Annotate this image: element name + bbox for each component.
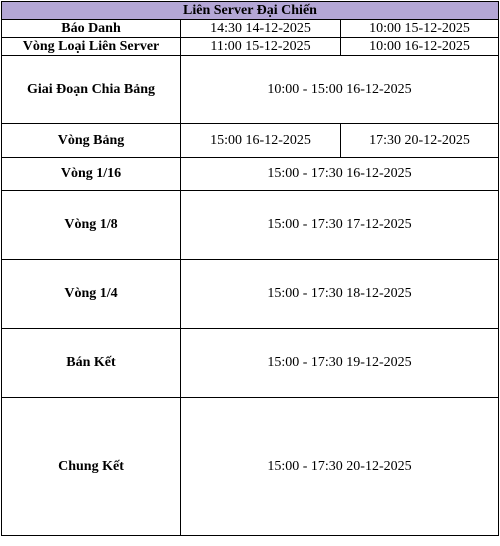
group-split-label: Giai Đoạn Chia Bảng (2, 56, 181, 124)
event-schedule-table (1, 1, 499, 536)
registration-label: Báo Danh (2, 20, 181, 38)
round-16-row (2, 158, 499, 191)
round-8-time: 15:00 - 17:30 17-12-2025 (181, 191, 499, 260)
group-stage-row (2, 124, 499, 158)
qualifier-start: 11:00 15-12-2025 (181, 38, 341, 56)
qualifier-end: 10:00 16-12-2025 (341, 38, 499, 56)
semi-final-time: 15:00 - 17:30 19-12-2025 (181, 329, 499, 398)
group-stage-end: 17:30 20-12-2025 (341, 124, 499, 158)
registration-start: 14:30 14-12-2025 (181, 20, 341, 38)
round-16-label: Vòng 1/16 (2, 158, 181, 191)
round-8-label: Vòng 1/8 (2, 191, 181, 260)
round-16-time: 15:00 - 17:30 16-12-2025 (181, 158, 499, 191)
final-label: Chung Kết (2, 398, 181, 536)
group-stage-start: 15:00 16-12-2025 (181, 124, 341, 158)
qualifier-label: Vòng Loại Liên Server (2, 38, 181, 56)
group-split-time: 10:00 - 15:00 16-12-2025 (181, 56, 499, 124)
semi-final-row (2, 329, 499, 398)
quarter-final-row (2, 260, 499, 329)
quarter-final-label: Vòng 1/4 (2, 260, 181, 329)
group-stage-label: Vòng Bảng (2, 124, 181, 158)
registration-row (2, 20, 499, 38)
semi-final-label: Bán Kết (2, 329, 181, 398)
qualifier-row (2, 38, 499, 56)
round-8-row (2, 191, 499, 260)
quarter-final-time: 15:00 - 17:30 18-12-2025 (181, 260, 499, 329)
group-split-row (2, 56, 499, 124)
final-time: 15:00 - 17:30 20-12-2025 (181, 398, 499, 536)
title-row (2, 2, 499, 20)
final-row (2, 398, 499, 536)
table-title: Liên Server Đại Chiến (2, 2, 499, 20)
registration-end: 10:00 15-12-2025 (341, 20, 499, 38)
